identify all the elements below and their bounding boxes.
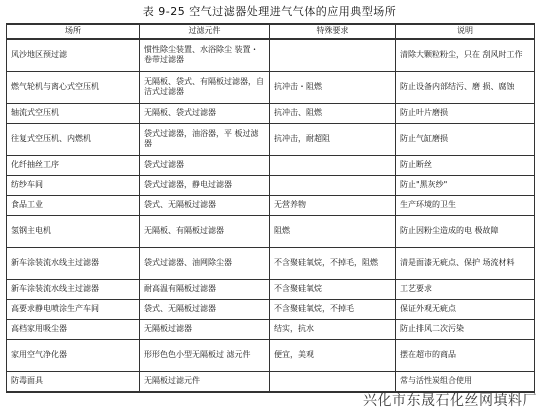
cell-special-requirements: 不含聚硅氧烷 bbox=[270, 279, 396, 299]
table-title: 表 9-25 空气过滤器处理进气气体的应用典型场所 bbox=[142, 5, 397, 18]
cell-special-requirements: 结实，抗水 bbox=[270, 319, 396, 339]
cell-notes: 工艺要求 bbox=[396, 279, 535, 299]
cell-special-requirements bbox=[270, 371, 396, 392]
cell-location: 防毒面具 bbox=[7, 371, 140, 392]
cell-location: 纺纱车间 bbox=[7, 175, 140, 195]
cell-filter-element: 袋式过滤器、油网除尘器 bbox=[140, 247, 270, 279]
cell-notes: 摆在超市的商品 bbox=[396, 339, 535, 371]
cell-filter-element: 无隔板、袋式过滤器 bbox=[140, 103, 270, 123]
cell-special-requirements: 抗冲击、阻燃 bbox=[270, 103, 396, 123]
cell-location: 新车涂装流水线主过滤器 bbox=[7, 247, 140, 279]
table-row bbox=[7, 339, 535, 371]
cell-location: 高档家用吸尘器 bbox=[7, 319, 140, 339]
watermark: 兴化市东晟石化丝网填料厂 bbox=[363, 393, 537, 409]
cell-filter-element: 无隔板、袋式、有隔板过滤器，自洁式过滤器 bbox=[140, 71, 270, 103]
cell-special-requirements: 阻燃 bbox=[270, 215, 396, 247]
cell-location: 轴流式空压机 bbox=[7, 103, 140, 123]
table-row bbox=[7, 299, 535, 319]
header-notes: 说明 bbox=[396, 24, 535, 39]
table-row bbox=[7, 155, 535, 175]
cell-special-requirements: 便宜，美观 bbox=[270, 339, 396, 371]
cell-filter-element: 袋式、无隔板过滤器 bbox=[140, 299, 270, 319]
table-row bbox=[7, 103, 535, 123]
header-special-requirements: 特殊要求 bbox=[270, 24, 396, 39]
cell-notes: 防止"黑灰纱" bbox=[396, 175, 535, 195]
cell-filter-element: 袋式过滤器，静电过滤器 bbox=[140, 175, 270, 195]
cell-notes: 保证外观无疵点 bbox=[396, 299, 535, 319]
cell-notes: 防止因粉尘造成的电 极故障 bbox=[396, 215, 535, 247]
cell-filter-element: 袋式过滤器 bbox=[140, 155, 270, 175]
cell-location: 燃气轮机与离心式空压机 bbox=[7, 71, 140, 103]
cell-filter-element: 袋式、无隔板过滤器 bbox=[140, 195, 270, 215]
cell-special-requirements bbox=[270, 39, 396, 72]
cell-special-requirements: 不含聚硅氧烷，不掉毛 bbox=[270, 299, 396, 319]
table-row bbox=[7, 71, 535, 103]
cell-special-requirements: 抗冲击・阻燃 bbox=[270, 71, 396, 103]
cell-notes: 防止设备内部结污、磨 损、腐蚀 bbox=[396, 71, 535, 103]
cell-notes: 防止气缸磨损 bbox=[396, 123, 535, 155]
table-row bbox=[7, 39, 535, 72]
cell-location: 化纤抽丝工序 bbox=[7, 155, 140, 175]
cell-special-requirements: 不含聚硅氧烷，不掉毛，阻燃 bbox=[270, 247, 396, 279]
cell-filter-element: 形形色色小型无隔板过 滤元件 bbox=[140, 339, 270, 371]
cell-notes: 生产环境的卫生 bbox=[396, 195, 535, 215]
cell-notes: 常与活性炭组合使用 bbox=[396, 371, 535, 392]
cell-location: 新车涂装流水线主过滤器 bbox=[7, 279, 140, 299]
table-row bbox=[7, 371, 535, 392]
cell-location: 食品工业 bbox=[7, 195, 140, 215]
header-row bbox=[7, 24, 535, 39]
cell-notes: 清是面漆无疵点、保护 场流材料 bbox=[396, 247, 535, 279]
cell-filter-element: 无隔板、有隔板过滤器 bbox=[140, 215, 270, 247]
header-location: 场所 bbox=[7, 24, 140, 39]
cell-notes: 防止断丝 bbox=[396, 155, 535, 175]
table-row bbox=[7, 175, 535, 195]
table-row bbox=[7, 319, 535, 339]
cell-special-requirements: 抗冲击，耐超阻 bbox=[270, 123, 396, 155]
cell-filter-element: 惯性除尘装置、水浴除尘 装置・卷带过滤器 bbox=[140, 39, 270, 72]
cell-special-requirements bbox=[270, 175, 396, 195]
cell-special-requirements bbox=[270, 155, 396, 175]
table-row bbox=[7, 123, 535, 155]
table-row bbox=[7, 195, 535, 215]
cell-filter-element: 无隔板过滤元件 bbox=[140, 371, 270, 392]
cell-notes: 防止排风二次污染 bbox=[396, 319, 535, 339]
cell-filter-element: 袋式过滤器，油浴器，平 板过滤器 bbox=[140, 123, 270, 155]
cell-location: 家用空气净化器 bbox=[7, 339, 140, 371]
cell-notes: 防止叶片磨损 bbox=[396, 103, 535, 123]
cell-filter-element: 耐高温有隔板过滤器 bbox=[140, 279, 270, 299]
table-row bbox=[7, 247, 535, 279]
cell-location: 高要求静电喷涂生产车间 bbox=[7, 299, 140, 319]
cell-location: 往复式空压机、内燃机 bbox=[7, 123, 140, 155]
cell-special-requirements: 无营养物 bbox=[270, 195, 396, 215]
cell-filter-element: 无隔板过滤器 bbox=[140, 319, 270, 339]
cell-location: 风沙地区预过滤 bbox=[7, 39, 140, 72]
table-row bbox=[7, 279, 535, 299]
cell-notes: 清除大颗粒粉尘，只在 刮风时工作 bbox=[396, 39, 535, 72]
header-filter-element: 过滤元件 bbox=[140, 24, 270, 39]
table-row bbox=[7, 215, 535, 247]
application-table bbox=[6, 23, 535, 393]
cell-location: 氢钢主电机 bbox=[7, 215, 140, 247]
